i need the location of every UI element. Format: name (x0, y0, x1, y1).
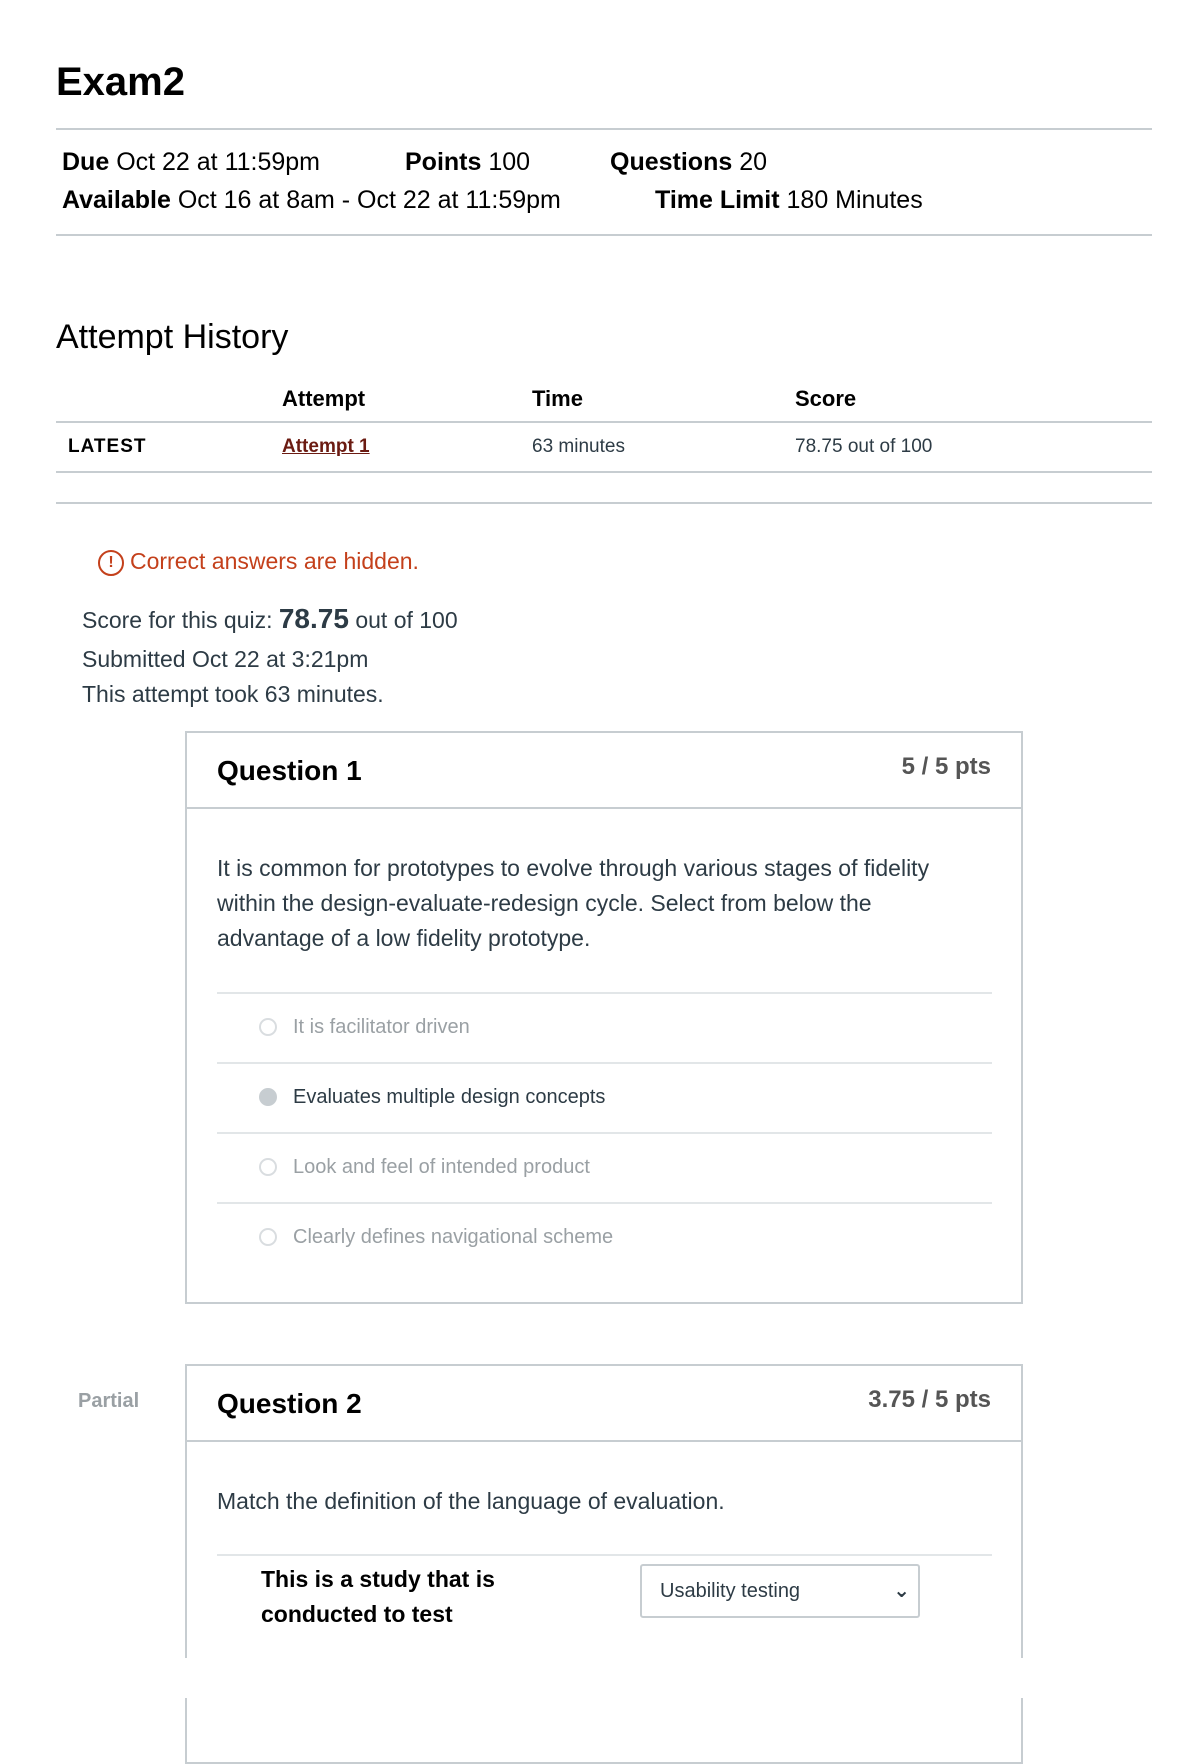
answer-label: Clearly defines navigational scheme (293, 1226, 614, 1248)
answers-hidden-notice: ! Correct answers are hidden. (98, 548, 419, 576)
match-prompt: This is a study that is conducted to test (261, 1566, 495, 1627)
question-points: 3.75 / 5 pts (868, 1386, 991, 1413)
points-detail: Points 100 (405, 148, 531, 176)
page-bottom-margin (0, 1658, 1200, 1698)
attempt-time: 63 minutes (532, 436, 625, 457)
divider (56, 128, 1152, 130)
answer-label: Evaluates multiple design concepts (293, 1086, 606, 1108)
match-answer-select[interactable] (640, 1564, 920, 1618)
radio-button[interactable] (259, 1018, 277, 1036)
question-title: Question 1 (217, 755, 362, 786)
radio-button[interactable] (259, 1158, 277, 1176)
column-header-time: Time (532, 386, 583, 411)
answer-option[interactable] (217, 1062, 992, 1134)
attempt-score: 78.75 out of 100 (795, 436, 933, 457)
partial-status-label: Partial (78, 1390, 140, 1412)
attempt-history-heading: Attempt History (56, 318, 289, 356)
answer-option[interactable] (217, 992, 992, 1064)
column-header-attempt: Attempt (282, 386, 366, 411)
divider (56, 502, 1152, 504)
quiz-score-value: 78.75 (278, 603, 349, 634)
question-2-card (185, 1364, 1023, 1764)
answer-label: Look and feel of intended product (293, 1156, 590, 1178)
select-value: Usability testing (660, 1580, 801, 1602)
page-title: Exam2 (56, 60, 185, 104)
radio-button[interactable] (259, 1228, 277, 1246)
available-detail: Available Oct 16 at 8am - Oct 22 at 11:59pm (62, 186, 561, 214)
column-header-score: Score (795, 386, 857, 411)
divider (56, 234, 1152, 236)
question-header (187, 1366, 1021, 1442)
chevron-down-icon: ⌄ (893, 1580, 910, 1602)
radio-button-selected[interactable] (259, 1088, 277, 1106)
warning-icon: ! (98, 550, 124, 576)
question-1-card (185, 731, 1023, 1304)
time-limit-detail: Time Limit 180 Minutes (655, 186, 923, 214)
attempt-1-link[interactable]: Attempt 1 (282, 436, 370, 457)
answer-label: It is facilitator driven (293, 1016, 470, 1038)
question-title: Question 2 (217, 1388, 362, 1419)
table-header-divider (56, 421, 1152, 423)
latest-badge: LATEST (68, 436, 147, 457)
question-header (187, 733, 1021, 809)
due-detail: Due Oct 22 at 11:59pm (62, 148, 321, 176)
question-text: It is common for prototypes to evolve through various stages of fidelity within the design-evaluate-redesign cycle. Select from below the advantage of a low fidelity prototype. (217, 855, 930, 951)
quiz-score-line: Score for this quiz: 78.75 out of 100 (82, 603, 458, 634)
answer-option[interactable] (217, 1132, 992, 1204)
divider (217, 1554, 992, 1556)
submitted-line: Submitted Oct 22 at 3:21pm (82, 646, 369, 672)
question-points: 5 / 5 pts (901, 753, 991, 780)
duration-line: This attempt took 63 minutes. (82, 681, 384, 707)
table-row-divider (56, 471, 1152, 473)
question-text: Match the definition of the language of evaluation. (217, 1488, 725, 1514)
questions-detail: Questions 20 (610, 148, 768, 176)
answer-option[interactable] (217, 1202, 992, 1274)
